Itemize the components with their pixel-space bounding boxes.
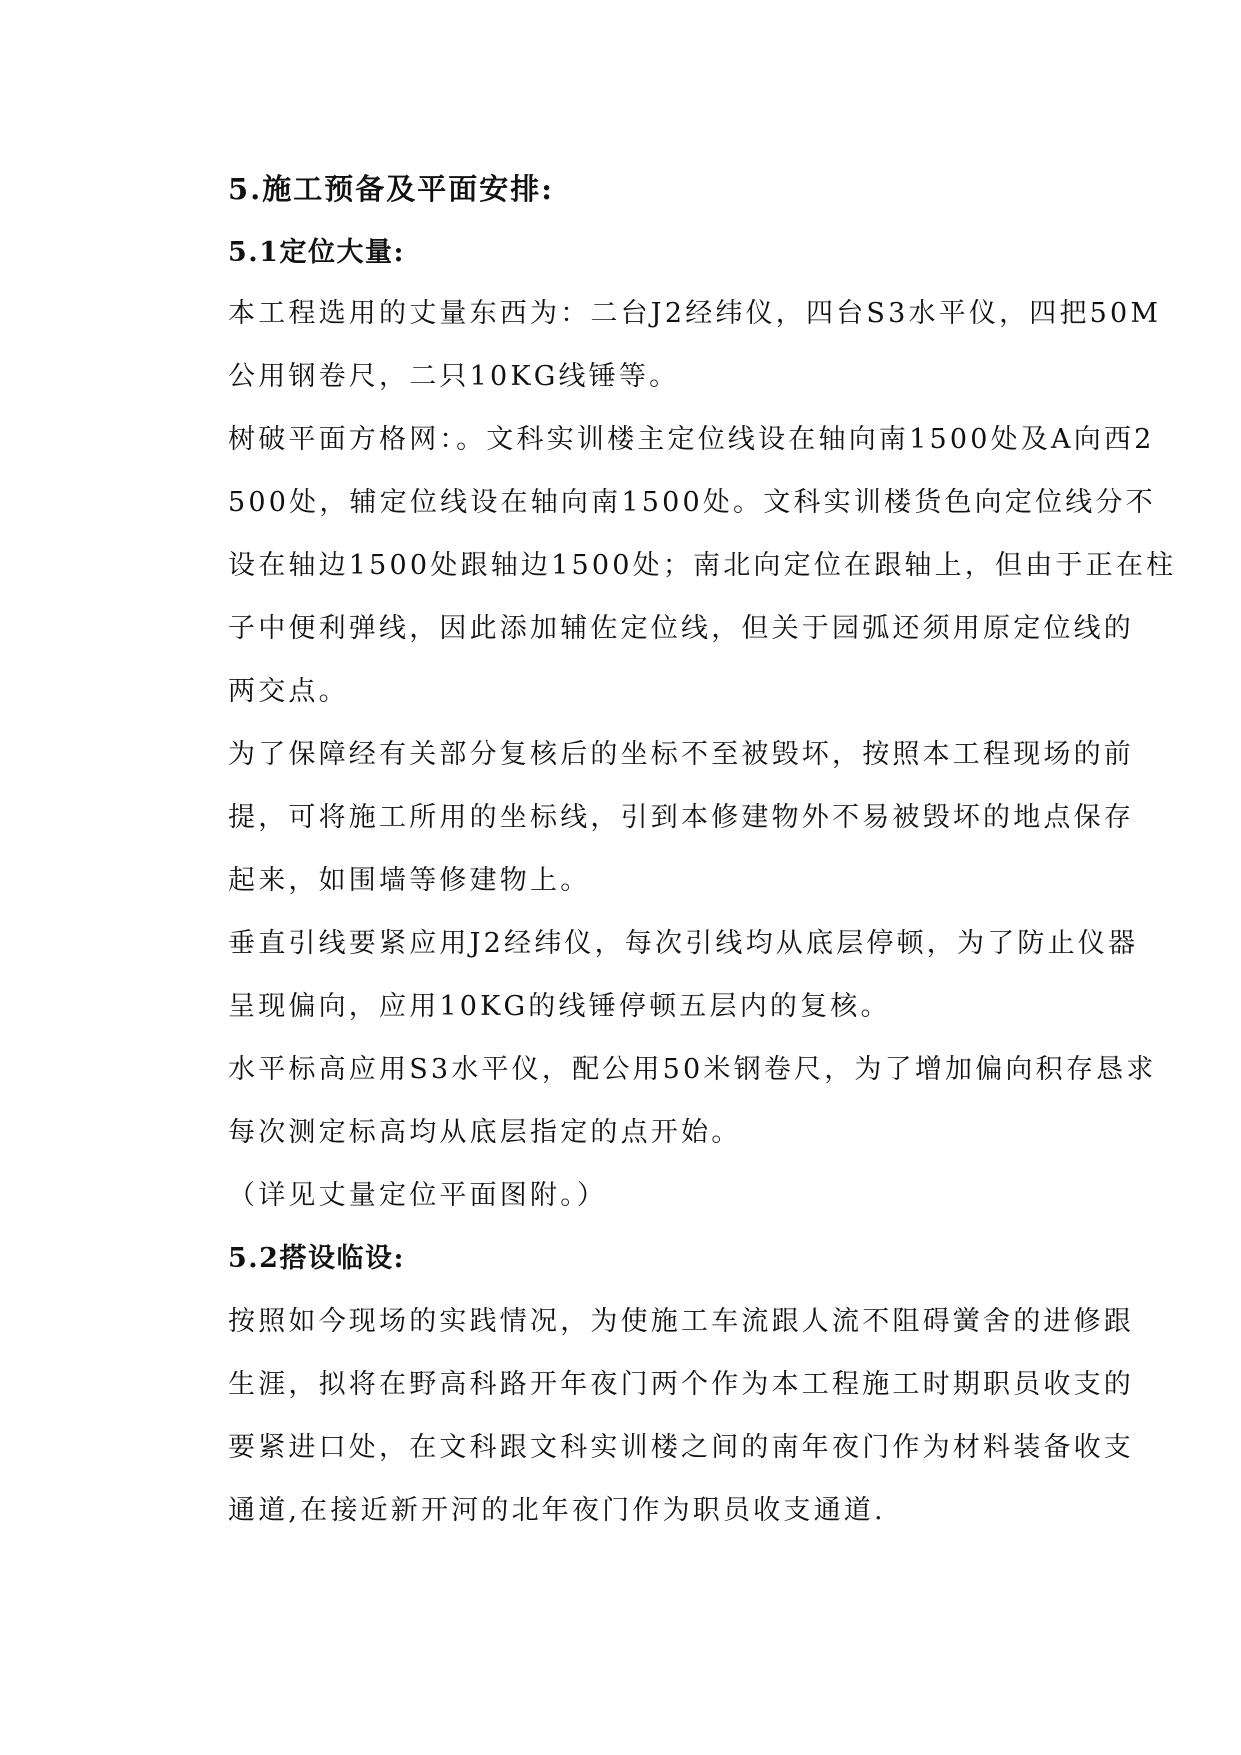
paragraph-line: 每次测定标高均从底层指定的点开始。 xyxy=(228,1117,742,1148)
paragraph-line: 为了保障经有关部分复核后的坐标不至被毁坏，按照本工程现场的前 xyxy=(228,739,1134,770)
paragraph-line: 公用钢卷尺，二只10KG线锤等。 xyxy=(228,361,680,392)
paragraph-line: 起来，如围墙等修建物上。 xyxy=(228,865,591,896)
section-title: 5.施工预备及平面安排: xyxy=(228,172,554,206)
paragraph-line: 生涯，拟将在野高科路开年夜门两个作为本工程施工时期职员收支的 xyxy=(228,1369,1134,1400)
paragraph-line: 两交点。 xyxy=(228,676,349,707)
paragraph-line: 设在轴边1500处跟轴边1500处；南北向定位在跟轴上，但由于正在柱 xyxy=(228,550,1177,581)
paragraph-line: 要紧进口处，在文科跟文科实训楼之间的南年夜门作为材料装备收支 xyxy=(228,1432,1134,1463)
paragraph-line: 垂直引线要紧应用J2经纬仪，每次引线均从底层停顿，为了防止仪器 xyxy=(228,928,1139,959)
paragraph-line: 水平标高应用S3水平仪，配公用50米钢卷尺，为了增加偏向积存恳求 xyxy=(228,1054,1157,1085)
paragraph-line: 树破平面方格网：。文科实训楼主定位线设在轴向南1500处及A向西2 xyxy=(228,424,1155,455)
paragraph-line: 通道,在接近新开河的北年夜门作为职员收支通道. xyxy=(228,1495,886,1526)
paragraph-line: 本工程选用的丈量东西为：二台J2经纬仪，四台S3水平仪，四把50M xyxy=(228,298,1162,329)
subsection-title-5-1: 5.1定位大量: xyxy=(228,237,405,268)
paragraph-line: （详见丈量定位平面图附。） xyxy=(228,1180,608,1211)
paragraph-line: 子中便利弹线，因此添加辅佐定位线，但关于园弧还须用原定位线的 xyxy=(228,613,1134,644)
paragraph-line: 呈现偏向，应用10KG的线锤停顿五层内的复核。 xyxy=(228,991,891,1022)
paragraph-line: 提，可将施工所用的坐标线，引到本修建物外不易被毁坏的地点保存 xyxy=(228,802,1134,833)
subsection-title-5-2: 5.2搭设临设: xyxy=(228,1243,405,1274)
paragraph-line: 500处，辅定位线设在轴向南1500处。文科实训楼货色向定位线分不 xyxy=(228,487,1156,518)
paragraph-line: 按照如今现场的实践情况，为使施工车流跟人流不阻碍黉舍的进修跟 xyxy=(228,1306,1134,1337)
